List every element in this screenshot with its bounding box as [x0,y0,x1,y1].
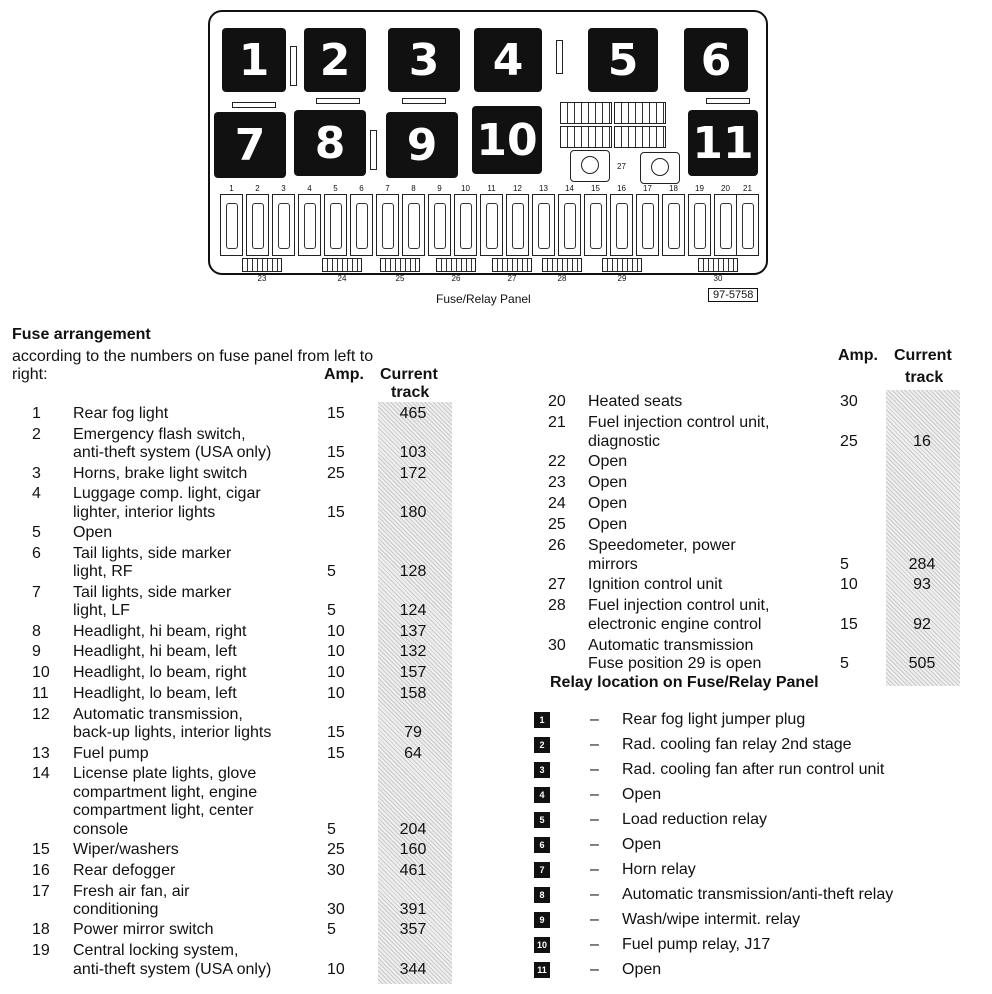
fuse-row-amp: 15 [840,616,858,633]
relay-dash: – [590,811,599,828]
fuse-row-description: conditioning [73,901,159,918]
fuse-row-number: 5 [32,524,41,542]
mini-relay [560,102,612,124]
fuse-row-description: light, LF [73,602,130,620]
relay-number-box: 1 [534,712,550,728]
fuse-table-title: Fuse arrangement [12,326,151,343]
fuse-table-subtitle-2: right: [12,366,48,383]
fuse-row-amp: 25 [327,464,345,482]
fuse-row-track: 16 [913,432,931,450]
relay-1: 1 [222,28,286,92]
fuse-row-description: lighter, interior lights [73,503,216,521]
relay-dash: – [590,961,599,978]
relay-table-title: Relay location on Fuse/Relay Panel [550,674,819,691]
fuse-row-amp: 10 [840,576,858,594]
fuse-row-number: 30 [548,636,566,654]
relay-number-box: 10 [534,937,550,953]
fuse-row-description: compartment light, center [73,802,254,820]
fuse-number: 16 [617,184,626,193]
relay-11: 11 [688,110,758,176]
relay-slot [316,98,360,104]
relay-description: Rear fog light jumper plug [622,711,806,728]
relay-10: 10 [472,106,542,174]
relay-dash: – [590,761,599,778]
lower-fuse-number: 28 [557,274,567,283]
relay-5: 5 [588,28,658,92]
fuse-row-description: light, RF [73,563,133,581]
fuse-slot [506,194,529,256]
fuse-row-amp: 5 [327,921,336,939]
lower-fuse-slot [436,258,476,272]
fuse-row-number: 21 [548,414,566,431]
diagram-caption: Fuse/Relay Panel [436,292,531,306]
lower-fuse-number: 23 [257,274,267,283]
fuse-row-number: 4 [32,485,41,503]
fuse-number: 13 [539,184,548,193]
fuse-number: 11 [487,184,496,193]
relay-description: Load reduction relay [622,811,767,828]
lower-fuse-slot [380,258,420,272]
fuse-row-description: diagnostic [588,432,661,450]
relay-description: Open [622,786,662,803]
fuse-row-number: 15 [32,841,50,858]
relay-description: Fuel pump relay, J17 [622,936,771,953]
fuse-row-number: 19 [32,942,50,960]
fuse-row-track: 461 [399,861,427,879]
relay-description: Rad. cooling fan after run control unit [622,761,885,778]
relay-number-box: 5 [534,812,550,828]
relay-8: 8 [294,110,366,176]
fuse-row-description: Automatic transmission [588,636,754,654]
fuse-slot [350,194,373,256]
fuse-row-description: Headlight, hi beam, left [73,643,237,661]
relay-slot [706,98,750,104]
fuse-row-amp: 5 [840,655,849,673]
fuse-row-track: 158 [399,685,427,702]
fuse-row-track: 284 [908,555,936,573]
relay-dash: – [590,861,599,878]
fuse-number: 19 [695,184,704,193]
lower-fuse-slot [602,258,642,272]
fuse-row-track: 204 [399,820,427,838]
fuse-row-track: 180 [399,503,427,521]
reference-code: 97-5758 [708,288,758,302]
relay-description: Open [622,961,662,978]
fuse-row-track: 92 [913,616,931,633]
fuse-row-description: Automatic transmission, [73,705,243,723]
lower-fuse-number: 27 [507,274,517,283]
relay-number-box: 8 [534,887,550,903]
fuse-slot [428,194,451,256]
relay-number-box: 11 [534,962,550,978]
fuse-number: 12 [513,184,522,193]
fuse-row-number: 3 [32,464,41,482]
fuse-row-amp: 10 [327,960,345,978]
relay-4: 4 [474,28,542,92]
fuse-slot [558,194,581,256]
fuse-row-description: Open [588,495,628,513]
fuse-row-number: 9 [32,643,41,661]
relay-socket [570,150,610,182]
fuse-row-amp: 10 [327,643,345,661]
fuse-row-track: 103 [399,444,427,462]
fuse-row-description: Headlight, lo beam, right [73,664,247,682]
fuse-number: 10 [461,184,470,193]
relay-description: Automatic transmission/anti-theft relay [622,886,894,903]
fuse-row-track: 128 [399,563,427,581]
fuse-row-number: 6 [32,545,41,562]
fuse-row-amp: 30 [327,861,345,879]
relay-number-box: 6 [534,837,550,853]
lower-fuse-slot [242,258,282,272]
fuse-slot [272,194,295,256]
relay-number-box: 4 [534,787,550,803]
lower-fuse-slot [542,258,582,272]
fuse-number: 14 [565,184,574,193]
fuse-slot [402,194,425,256]
fuse-row-description: Tail lights, side marker [73,545,232,562]
fuse-row-track: 505 [908,655,936,673]
relay-dash: – [590,736,599,753]
relay-description: Wash/wipe intermit. relay [622,911,801,928]
fuse-row-number: 1 [32,405,41,422]
fuse-number: 6 [359,184,364,193]
fuse-row-amp: 15 [327,405,345,422]
fuse-row-number: 23 [548,474,566,492]
fuse-row-description: Fuel injection control unit, [588,597,770,615]
fuse-row-number: 20 [548,393,566,410]
lower-fuse-number: 29 [617,274,627,283]
relay-dash: – [590,786,599,803]
fuse-row-number: 13 [32,744,50,762]
fuse-table-subtitle: according to the numbers on fuse panel from left to [12,348,374,365]
fuse-number: 17 [643,184,652,193]
relay-slot [290,46,297,86]
relay-7: 7 [214,112,286,178]
fuse-row-track: 79 [404,724,422,742]
lower-fuse-number: 24 [337,274,347,283]
fuse-row-description: Headlight, lo beam, left [73,685,237,702]
fuse-row-number: 22 [548,453,566,471]
fuse-row-number: 17 [32,882,50,900]
fuse-row-number: 28 [548,597,566,615]
relay-number-box: 3 [534,762,550,778]
relay-description: Rad. cooling fan relay 2nd stage [622,736,852,753]
fuse-row-track: 93 [913,576,931,594]
fuse-row-amp: 5 [327,602,336,620]
fuse-row-number: 14 [32,765,50,783]
col-track-left: track [391,384,430,401]
fuse-row-number: 24 [548,495,566,513]
mini-relay [560,126,612,148]
col-amp-right: Amp. [838,347,878,364]
fuse-row-track: 172 [399,464,427,482]
fuse-number: 20 [721,184,730,193]
fuse-slot [298,194,321,256]
lower-fuse-slot [698,258,738,272]
relay-6: 6 [684,28,748,92]
relay-dash: – [590,836,599,853]
relay-dash: – [590,936,599,953]
fuse-slot [688,194,711,256]
fuse-row-amp: 25 [327,841,345,858]
fuse-slot [376,194,399,256]
fuse-row-amp: 25 [840,432,858,450]
fuse-row-description: Fresh air fan, air [73,882,190,900]
fuse-row-description: Headlight, hi beam, right [73,622,247,640]
fuse-number: 7 [385,184,390,193]
fuse-number: 18 [669,184,678,193]
fuse-row-description: mirrors [588,555,638,573]
relay-3: 3 [388,28,460,92]
fuse-number: 5 [333,184,338,193]
fuse-slot [736,194,759,256]
fuse-row-number: 25 [548,516,566,534]
fuse-slot [714,194,737,256]
label-27: 27 [617,162,626,171]
fuse-row-amp: 5 [327,563,336,581]
fuse-row-amp: 10 [327,622,345,640]
fuse-row-description: Fuel injection control unit, [588,414,770,431]
fuse-row-number: 12 [32,705,50,723]
fuse-slot [662,194,685,256]
col-current-right: Current [894,347,952,364]
fuse-row-description: Rear fog light [73,405,169,422]
fuse-row-amp: 5 [840,555,849,573]
relay-9: 9 [386,112,458,178]
fuse-row-number: 8 [32,622,41,640]
relay-slot [556,40,563,74]
lower-fuse-number: 25 [395,274,405,283]
fuse-row-number: 2 [32,425,41,443]
fuse-number: 4 [307,184,312,193]
relay-dash: – [590,911,599,928]
lower-fuse-number: 30 [713,274,723,283]
fuse-row-description: Luggage comp. light, cigar [73,485,261,503]
lower-fuse-slot [492,258,532,272]
fuse-number: 1 [229,184,234,193]
fuse-number: 3 [281,184,286,193]
fuse-number: 21 [743,184,752,193]
fuse-row-description: Fuse position 29 is open [588,655,762,673]
fuse-relay-panel [208,10,768,283]
fuse-row-description: electronic engine control [588,616,762,633]
lower-fuse-slot [322,258,362,272]
fuse-row-track: 157 [399,664,427,682]
fuse-row-track: 391 [399,901,427,918]
relay-number-box: 2 [534,737,550,753]
fuse-slot [246,194,269,256]
relay-number-box: 7 [534,862,550,878]
fuse-row-number: 27 [548,576,566,594]
fuse-number: 8 [411,184,416,193]
fuse-row-description: Emergency flash switch, [73,425,246,443]
fuse-slot [454,194,477,256]
fuse-row-amp: 30 [840,393,858,410]
fuse-row-description: Heated seats [588,393,683,410]
fuse-row-track: 465 [399,405,427,422]
fuse-row-description: Power mirror switch [73,921,214,939]
fuse-row-amp: 10 [327,664,345,682]
col-current-left: Current [380,366,438,383]
relay-slot [402,98,446,104]
fuse-row-amp: 15 [327,444,345,462]
fuse-row-description: Open [588,516,628,534]
fuse-row-number: 7 [32,583,41,601]
fuse-row-track: 357 [399,921,427,939]
fuse-slot [584,194,607,256]
fuse-row-description: Fuel pump [73,744,149,762]
fuse-row-track: 64 [404,744,422,762]
fuse-row-description: Central locking system, [73,942,239,960]
fuse-number: 15 [591,184,600,193]
fuse-row-amp: 15 [327,503,345,521]
fuse-row-track: 160 [399,841,427,858]
fuse-row-amp: 5 [327,820,336,838]
fuse-row-description: Rear defogger [73,861,176,879]
fuse-row-number: 16 [32,861,50,879]
fuse-row-track: 137 [399,622,427,640]
fuse-row-description: Speedometer, power [588,537,736,555]
fuse-row-description: Wiper/washers [73,841,179,858]
fuse-row-track: 132 [399,643,427,661]
fuse-row-amp: 30 [327,901,345,918]
mini-relay [614,102,666,124]
fuse-slot [532,194,555,256]
fuse-row-description: License plate lights, glove [73,765,257,783]
relay-socket [640,152,680,184]
fuse-row-description: Ignition control unit [588,576,723,594]
relay-dash: – [590,711,599,728]
fuse-row-track: 124 [399,602,427,620]
fuse-number: 9 [437,184,442,193]
fuse-slot [220,194,243,256]
relay-slot [370,130,377,170]
col-track-right: track [905,369,944,386]
lower-fuse-number: 26 [451,274,461,283]
fuse-row-amp: 15 [327,744,345,762]
fuse-slot [636,194,659,256]
fuse-row-number: 10 [32,664,50,682]
fuse-slot [480,194,503,256]
fuse-row-amp: 10 [327,685,345,702]
fuse-row-description: Open [588,474,628,492]
fuse-row-description: Horns, brake light switch [73,464,248,482]
fuse-row-description: back-up lights, interior lights [73,724,272,742]
relay-description: Open [622,836,662,853]
fuse-row-description: console [73,820,129,838]
mini-relay [614,126,666,148]
fuse-row-amp: 15 [327,724,345,742]
fuse-row-description: anti-theft system (USA only) [73,960,272,978]
relay-number-box: 9 [534,912,550,928]
fuse-row-description: Tail lights, side marker [73,583,232,601]
fuse-row-number: 18 [32,921,50,939]
relay-description: Horn relay [622,861,696,878]
fuse-row-description: Open [588,453,628,471]
fuse-row-track: 344 [399,960,427,978]
fuse-slot [610,194,633,256]
fuse-slot [324,194,347,256]
fuse-row-number: 11 [32,685,49,702]
fuse-number: 2 [255,184,260,193]
fuse-row-description: anti-theft system (USA only) [73,444,272,462]
relay-2: 2 [304,28,366,92]
fuse-row-number: 26 [548,537,566,555]
col-amp-left: Amp. [324,366,364,383]
fuse-row-description: Open [73,524,113,542]
relay-dash: – [590,886,599,903]
fuse-row-description: compartment light, engine [73,783,258,801]
relay-slot [232,102,276,108]
